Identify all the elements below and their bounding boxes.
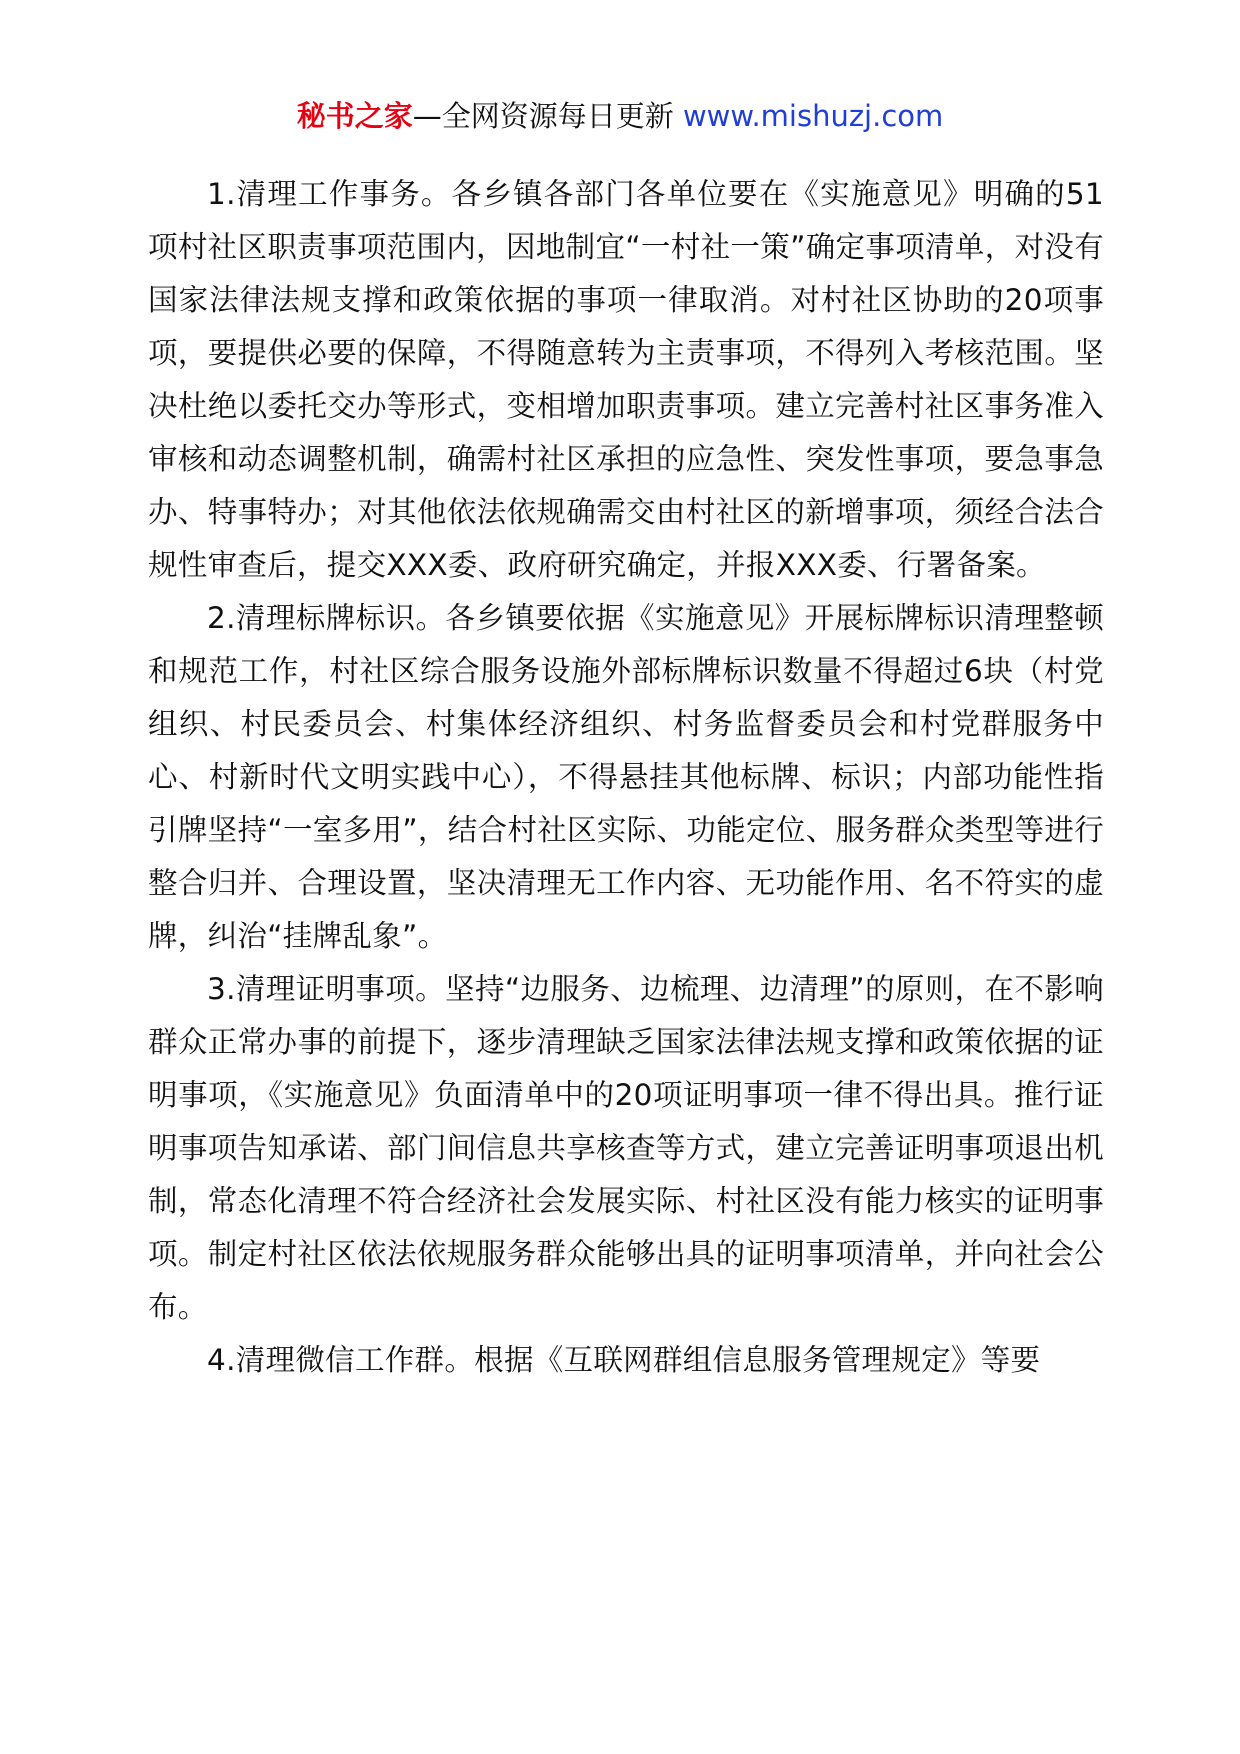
paragraph-clean-work-affairs: 1.清理工作事务。各乡镇各部门各单位要在《实施意见》明确的51项村社区职责事项范围内，因地制宜“一村社一策”确定事项清单，对没有国家法律法规支撑和政策依据的事项一律取消。对村社区协助的20项事项，要提供必要的保障，不得随意转为主责事项，不得列入考核范围。坚决杜绝以委托交办等形式，变相增加职责事项。建立完善村社区事务准入审核和动态调整机制，确需村社区承担的应急性、突发性事项，要急事急办、特事特办；对其他依法依规确需交由村社区的新增事项，须经合法合规性审查后，提交XXX委、政府研究确定，并报XXX委、行署备案。: [148, 177, 1104, 582]
paragraph-clean-certificates: 3.清理证明事项。坚持“边服务、边梳理、边清理”的原则，在不影响群众正常办事的前提下，逐步清理缺乏国家法律法规支撑和政策依据的证明事项，《实施意见》负面清单中的20项证明事项一律不得出具。推行证明事项告知承诺、部门间信息共享核查等方式，建立完善证明事项退出机制，常态化清理不符合经济社会发展实际、村社区没有能力核实的证明事项。制定村社区依法依规服务群众能够出具的证明事项清单，并向社会公布。: [148, 972, 1104, 1324]
header-site-link[interactable]: www.mishuzj.com: [682, 99, 944, 133]
page-header: [0, 96, 1240, 136]
paragraph-clean-wechat-groups: 4.清理微信工作群。根据《互联网群组信息服务管理规定》等要: [207, 1343, 1041, 1377]
header-slogan: —全网资源每日更新: [412, 99, 674, 133]
document-body: [148, 168, 1104, 1387]
paragraph-clean-signboards: 2.清理标牌标识。各乡镇要依据《实施意见》开展标牌标识清理整顿和规范工作，村社区综合服务设施外部标牌标识数量不得超过6块（村党组织、村民委员会、村集体经济组织、村务监督委员会和村党群服务中心、村新时代文明实践中心），不得悬挂其他标牌、标识；内部功能性指引牌坚持“一室多用”，结合村社区实际、功能定位、服务群众类型等进行整合归并、合理设置，坚决清理无工作内容、无功能作用、名不符实的虚牌，纠治“挂牌乱象”。: [148, 601, 1104, 953]
header-brand: 秘书之家: [296, 99, 413, 133]
